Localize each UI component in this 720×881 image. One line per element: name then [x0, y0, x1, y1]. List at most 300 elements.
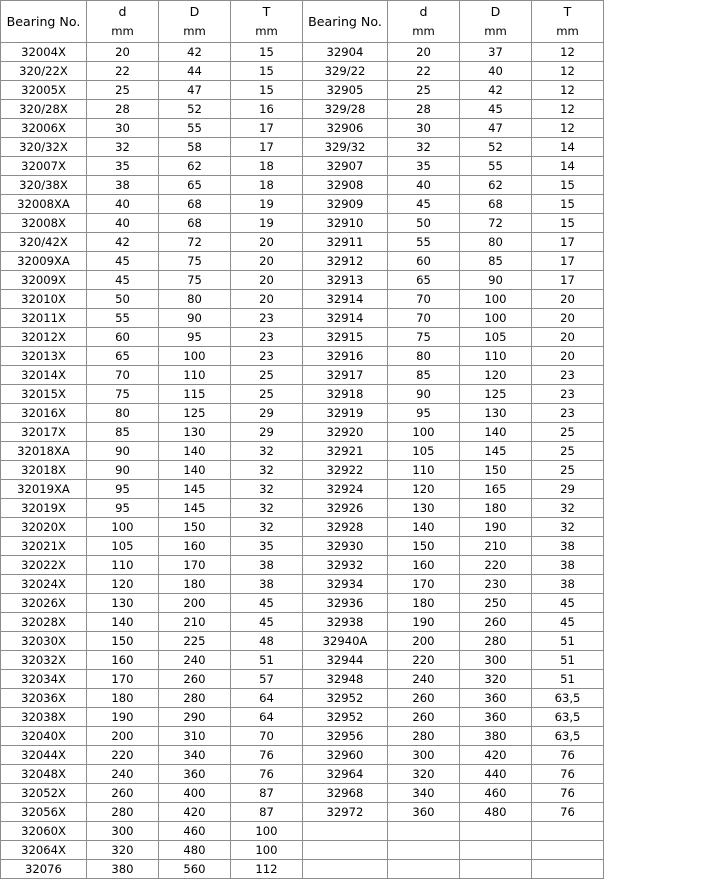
- left-D-value-cell: 280: [159, 689, 231, 708]
- left-bearing-no-cell: 32010X: [1, 290, 87, 309]
- right-bearing-no-cell: 32938: [303, 613, 388, 632]
- left-bearing-no-cell: 32022X: [1, 556, 87, 575]
- right-bearing-no-cell: 32934: [303, 575, 388, 594]
- right-D-value-cell: 360: [460, 689, 532, 708]
- table-row: [1, 176, 604, 195]
- left-bearing-no-cell: 32019X: [1, 499, 87, 518]
- left-T-value-cell: 32: [231, 480, 303, 499]
- left-D-value-cell: 68: [159, 214, 231, 233]
- right-bearing-no-cell: 32919: [303, 404, 388, 423]
- left-d-value-cell: 160: [87, 651, 159, 670]
- right-D-value-cell: 37: [460, 43, 532, 62]
- header-bearing-no-right: Bearing No.: [303, 1, 388, 43]
- left-T-value-cell: 15: [231, 43, 303, 62]
- header-D-symbol: D: [189, 4, 200, 19]
- right-d-value-cell: 240: [388, 670, 460, 689]
- left-bearing-no-cell: 32007X: [1, 157, 87, 176]
- left-D-value-cell: 290: [159, 708, 231, 727]
- right-d-value-cell: 100: [388, 423, 460, 442]
- right-d-value-cell: 35: [388, 157, 460, 176]
- left-bearing-no-cell: 32076: [1, 860, 87, 879]
- right-D-value-cell: 105: [460, 328, 532, 347]
- left-bearing-no-cell: 32006X: [1, 119, 87, 138]
- table-row: [1, 841, 604, 860]
- left-T-value-cell: 100: [231, 841, 303, 860]
- left-T-value-cell: 32: [231, 442, 303, 461]
- right-d-value-cell: 130: [388, 499, 460, 518]
- right-bearing-no-cell: 329/22: [303, 62, 388, 81]
- right-D-value-cell: 130: [460, 404, 532, 423]
- table-row: [1, 575, 604, 594]
- left-d-value-cell: 90: [87, 461, 159, 480]
- left-D-value-cell: 310: [159, 727, 231, 746]
- right-D-value-cell: 380: [460, 727, 532, 746]
- left-d-value-cell: 42: [87, 233, 159, 252]
- left-bearing-no-cell: 32017X: [1, 423, 87, 442]
- right-D-value-cell: [460, 841, 532, 860]
- right-T-value-cell: 17: [532, 271, 604, 290]
- left-T-value-cell: 17: [231, 138, 303, 157]
- right-T-value-cell: 15: [532, 214, 604, 233]
- left-bearing-no-cell: 32044X: [1, 746, 87, 765]
- right-d-value-cell: 60: [388, 252, 460, 271]
- right-T-value-cell: 12: [532, 62, 604, 81]
- left-T-value-cell: 38: [231, 575, 303, 594]
- right-bearing-no-cell: [303, 860, 388, 879]
- right-T-value-cell: 23: [532, 385, 604, 404]
- right-bearing-no-cell: 32908: [303, 176, 388, 195]
- right-D-value-cell: 100: [460, 309, 532, 328]
- right-D-value-cell: 280: [460, 632, 532, 651]
- left-T-value-cell: 23: [231, 328, 303, 347]
- right-d-value-cell: 200: [388, 632, 460, 651]
- right-d-value-cell: 40: [388, 176, 460, 195]
- left-bearing-no-cell: 32024X: [1, 575, 87, 594]
- right-d-value-cell: 70: [388, 290, 460, 309]
- right-d-value-cell: 150: [388, 537, 460, 556]
- right-D-value-cell: 72: [460, 214, 532, 233]
- left-D-value-cell: 360: [159, 765, 231, 784]
- left-bearing-no-cell: 320/28X: [1, 100, 87, 119]
- left-d-value-cell: 280: [87, 803, 159, 822]
- table-row: [1, 233, 604, 252]
- left-T-value-cell: 32: [231, 518, 303, 537]
- right-bearing-no-cell: 32956: [303, 727, 388, 746]
- left-d-value-cell: 320: [87, 841, 159, 860]
- left-D-value-cell: 210: [159, 613, 231, 632]
- right-T-value-cell: 51: [532, 632, 604, 651]
- right-bearing-no-cell: 32940A: [303, 632, 388, 651]
- right-bearing-no-cell: 32921: [303, 442, 388, 461]
- left-bearing-no-cell: 320/38X: [1, 176, 87, 195]
- right-bearing-no-cell: 32909: [303, 195, 388, 214]
- left-T-value-cell: 45: [231, 594, 303, 613]
- left-d-value-cell: 220: [87, 746, 159, 765]
- header-d-unit: mm: [111, 24, 134, 38]
- left-d-value-cell: 180: [87, 689, 159, 708]
- header-D-unit: mm: [484, 24, 507, 38]
- left-bearing-no-cell: 32013X: [1, 347, 87, 366]
- left-bearing-no-cell: 32052X: [1, 784, 87, 803]
- right-d-value-cell: 45: [388, 195, 460, 214]
- left-D-value-cell: 140: [159, 461, 231, 480]
- right-T-value-cell: 20: [532, 347, 604, 366]
- left-bearing-no-cell: 320/42X: [1, 233, 87, 252]
- table-row: [1, 81, 604, 100]
- left-D-value-cell: 110: [159, 366, 231, 385]
- right-d-value-cell: 75: [388, 328, 460, 347]
- right-D-value-cell: 250: [460, 594, 532, 613]
- left-T-value-cell: 57: [231, 670, 303, 689]
- left-T-value-cell: 87: [231, 803, 303, 822]
- right-d-value-cell: 320: [388, 765, 460, 784]
- right-bearing-no-cell: 329/28: [303, 100, 388, 119]
- right-D-value-cell: 220: [460, 556, 532, 575]
- right-D-value-cell: 52: [460, 138, 532, 157]
- right-d-value-cell: 95: [388, 404, 460, 423]
- right-T-value-cell: 23: [532, 404, 604, 423]
- table-row: [1, 556, 604, 575]
- table-row: [1, 290, 604, 309]
- right-bearing-no-cell: 32968: [303, 784, 388, 803]
- right-T-value-cell: 38: [532, 556, 604, 575]
- left-T-value-cell: 48: [231, 632, 303, 651]
- left-D-value-cell: 65: [159, 176, 231, 195]
- left-T-value-cell: 25: [231, 385, 303, 404]
- right-T-value-cell: 12: [532, 43, 604, 62]
- left-d-value-cell: 40: [87, 214, 159, 233]
- left-bearing-no-cell: 32018XA: [1, 442, 87, 461]
- left-bearing-no-cell: 32048X: [1, 765, 87, 784]
- left-bearing-no-cell: 32032X: [1, 651, 87, 670]
- left-D-value-cell: 55: [159, 119, 231, 138]
- left-D-value-cell: 150: [159, 518, 231, 537]
- right-bearing-no-cell: 32913: [303, 271, 388, 290]
- left-bearing-no-cell: 32009XA: [1, 252, 87, 271]
- table-row: [1, 366, 604, 385]
- right-T-value-cell: 17: [532, 233, 604, 252]
- right-D-value-cell: 100: [460, 290, 532, 309]
- left-bearing-no-cell: 32014X: [1, 366, 87, 385]
- right-D-value-cell: 300: [460, 651, 532, 670]
- left-bearing-no-cell: 32004X: [1, 43, 87, 62]
- header-d-right: [388, 1, 460, 43]
- table-row: [1, 594, 604, 613]
- left-D-value-cell: 75: [159, 271, 231, 290]
- left-D-value-cell: 560: [159, 860, 231, 879]
- left-bearing-no-cell: 32038X: [1, 708, 87, 727]
- right-T-value-cell: 20: [532, 290, 604, 309]
- left-d-value-cell: 140: [87, 613, 159, 632]
- left-T-value-cell: 18: [231, 176, 303, 195]
- right-bearing-no-cell: 32924: [303, 480, 388, 499]
- right-d-value-cell: 85: [388, 366, 460, 385]
- left-D-value-cell: 130: [159, 423, 231, 442]
- right-T-value-cell: 12: [532, 81, 604, 100]
- table-row: [1, 157, 604, 176]
- table-row: [1, 822, 604, 841]
- right-D-value-cell: 230: [460, 575, 532, 594]
- right-bearing-no-cell: 32960: [303, 746, 388, 765]
- left-D-value-cell: 72: [159, 233, 231, 252]
- left-bearing-no-cell: 32012X: [1, 328, 87, 347]
- right-T-value-cell: 63,5: [532, 727, 604, 746]
- left-D-value-cell: 140: [159, 442, 231, 461]
- left-d-value-cell: 25: [87, 81, 159, 100]
- left-D-value-cell: 115: [159, 385, 231, 404]
- left-bearing-no-cell: 320/22X: [1, 62, 87, 81]
- right-bearing-no-cell: 329/32: [303, 138, 388, 157]
- left-d-value-cell: 45: [87, 252, 159, 271]
- table-row: [1, 328, 604, 347]
- right-D-value-cell: 62: [460, 176, 532, 195]
- right-bearing-no-cell: 32944: [303, 651, 388, 670]
- left-d-value-cell: 105: [87, 537, 159, 556]
- header-T-unit: mm: [255, 24, 278, 38]
- left-D-value-cell: 145: [159, 480, 231, 499]
- table-row: [1, 62, 604, 81]
- left-d-value-cell: 110: [87, 556, 159, 575]
- right-T-value-cell: 63,5: [532, 708, 604, 727]
- left-T-value-cell: 15: [231, 81, 303, 100]
- left-D-value-cell: 80: [159, 290, 231, 309]
- left-D-value-cell: 480: [159, 841, 231, 860]
- table-row: [1, 214, 604, 233]
- right-T-value-cell: 15: [532, 195, 604, 214]
- right-T-value-cell: 25: [532, 423, 604, 442]
- left-T-value-cell: 32: [231, 461, 303, 480]
- right-bearing-no-cell: 32918: [303, 385, 388, 404]
- left-T-value-cell: 19: [231, 214, 303, 233]
- left-D-value-cell: 460: [159, 822, 231, 841]
- right-T-value-cell: 25: [532, 442, 604, 461]
- right-D-value-cell: 210: [460, 537, 532, 556]
- left-D-value-cell: 58: [159, 138, 231, 157]
- left-bearing-no-cell: 32064X: [1, 841, 87, 860]
- right-d-value-cell: 180: [388, 594, 460, 613]
- right-bearing-no-cell: 32912: [303, 252, 388, 271]
- right-T-value-cell: 63,5: [532, 689, 604, 708]
- left-D-value-cell: 52: [159, 100, 231, 119]
- right-T-value-cell: 14: [532, 157, 604, 176]
- right-d-value-cell: 22: [388, 62, 460, 81]
- left-d-value-cell: 120: [87, 575, 159, 594]
- header-row: [1, 1, 604, 43]
- left-T-value-cell: 29: [231, 423, 303, 442]
- right-d-value-cell: 65: [388, 271, 460, 290]
- left-T-value-cell: 45: [231, 613, 303, 632]
- left-T-value-cell: 19: [231, 195, 303, 214]
- header-T-right: [532, 1, 604, 43]
- table-row: [1, 708, 604, 727]
- right-T-value-cell: 45: [532, 594, 604, 613]
- table-row: [1, 670, 604, 689]
- left-T-value-cell: 64: [231, 708, 303, 727]
- left-d-value-cell: 300: [87, 822, 159, 841]
- left-d-value-cell: 30: [87, 119, 159, 138]
- right-bearing-no-cell: 32972: [303, 803, 388, 822]
- right-T-value-cell: 76: [532, 746, 604, 765]
- right-D-value-cell: [460, 822, 532, 841]
- table-row: [1, 461, 604, 480]
- right-bearing-no-cell: 32948: [303, 670, 388, 689]
- right-T-value-cell: 15: [532, 176, 604, 195]
- left-T-value-cell: 20: [231, 290, 303, 309]
- right-T-value-cell: 17: [532, 252, 604, 271]
- left-bearing-no-cell: 32034X: [1, 670, 87, 689]
- left-d-value-cell: 60: [87, 328, 159, 347]
- left-bearing-no-cell: 32026X: [1, 594, 87, 613]
- left-d-value-cell: 40: [87, 195, 159, 214]
- left-T-value-cell: 64: [231, 689, 303, 708]
- right-bearing-no-cell: 32926: [303, 499, 388, 518]
- left-d-value-cell: 200: [87, 727, 159, 746]
- table-body: [1, 43, 604, 879]
- left-d-value-cell: 380: [87, 860, 159, 879]
- right-D-value-cell: 80: [460, 233, 532, 252]
- table-row: [1, 347, 604, 366]
- left-d-value-cell: 35: [87, 157, 159, 176]
- right-d-value-cell: 300: [388, 746, 460, 765]
- right-d-value-cell: 260: [388, 689, 460, 708]
- table-row: [1, 309, 604, 328]
- left-d-value-cell: 95: [87, 499, 159, 518]
- header-T-symbol: T: [563, 4, 572, 19]
- left-T-value-cell: 23: [231, 309, 303, 328]
- table-row: [1, 727, 604, 746]
- left-d-value-cell: 70: [87, 366, 159, 385]
- left-d-value-cell: 260: [87, 784, 159, 803]
- left-T-value-cell: 16: [231, 100, 303, 119]
- right-D-value-cell: 460: [460, 784, 532, 803]
- left-D-value-cell: 42: [159, 43, 231, 62]
- right-T-value-cell: [532, 860, 604, 879]
- right-bearing-no-cell: 32916: [303, 347, 388, 366]
- header-T-unit: mm: [556, 24, 579, 38]
- left-bearing-no-cell: 32008X: [1, 214, 87, 233]
- table-row: [1, 480, 604, 499]
- left-D-value-cell: 62: [159, 157, 231, 176]
- table-row: [1, 100, 604, 119]
- right-d-value-cell: 120: [388, 480, 460, 499]
- right-D-value-cell: 45: [460, 100, 532, 119]
- right-D-value-cell: 85: [460, 252, 532, 271]
- right-T-value-cell: [532, 841, 604, 860]
- table-row: [1, 252, 604, 271]
- table-row: [1, 195, 604, 214]
- left-T-value-cell: 112: [231, 860, 303, 879]
- right-d-value-cell: 70: [388, 309, 460, 328]
- right-D-value-cell: 42: [460, 81, 532, 100]
- right-D-value-cell: 165: [460, 480, 532, 499]
- left-D-value-cell: 400: [159, 784, 231, 803]
- right-D-value-cell: 90: [460, 271, 532, 290]
- right-D-value-cell: 68: [460, 195, 532, 214]
- left-D-value-cell: 340: [159, 746, 231, 765]
- right-D-value-cell: 125: [460, 385, 532, 404]
- left-D-value-cell: 260: [159, 670, 231, 689]
- right-T-value-cell: 32: [532, 518, 604, 537]
- right-D-value-cell: 150: [460, 461, 532, 480]
- left-D-value-cell: 145: [159, 499, 231, 518]
- right-D-value-cell: 55: [460, 157, 532, 176]
- right-d-value-cell: 260: [388, 708, 460, 727]
- right-d-value-cell: 105: [388, 442, 460, 461]
- left-D-value-cell: 68: [159, 195, 231, 214]
- left-T-value-cell: 51: [231, 651, 303, 670]
- right-T-value-cell: 20: [532, 309, 604, 328]
- right-d-value-cell: 90: [388, 385, 460, 404]
- left-D-value-cell: 100: [159, 347, 231, 366]
- right-bearing-no-cell: 32930: [303, 537, 388, 556]
- right-bearing-no-cell: 32932: [303, 556, 388, 575]
- right-T-value-cell: 14: [532, 138, 604, 157]
- right-bearing-no-cell: 32904: [303, 43, 388, 62]
- right-D-value-cell: 120: [460, 366, 532, 385]
- left-T-value-cell: 18: [231, 157, 303, 176]
- right-T-value-cell: 23: [532, 366, 604, 385]
- left-T-value-cell: 23: [231, 347, 303, 366]
- right-T-value-cell: 76: [532, 803, 604, 822]
- left-d-value-cell: 85: [87, 423, 159, 442]
- right-D-value-cell: 145: [460, 442, 532, 461]
- left-d-value-cell: 150: [87, 632, 159, 651]
- table-row: [1, 442, 604, 461]
- right-d-value-cell: 340: [388, 784, 460, 803]
- header-D-unit: mm: [183, 24, 206, 38]
- left-d-value-cell: 55: [87, 309, 159, 328]
- right-d-value-cell: [388, 841, 460, 860]
- table-row: [1, 138, 604, 157]
- right-T-value-cell: 20: [532, 328, 604, 347]
- right-D-value-cell: 40: [460, 62, 532, 81]
- left-d-value-cell: 50: [87, 290, 159, 309]
- right-d-value-cell: 80: [388, 347, 460, 366]
- left-T-value-cell: 20: [231, 233, 303, 252]
- left-d-value-cell: 100: [87, 518, 159, 537]
- left-D-value-cell: 420: [159, 803, 231, 822]
- left-T-value-cell: 20: [231, 271, 303, 290]
- header-d-symbol: d: [118, 4, 127, 19]
- left-bearing-no-cell: 32060X: [1, 822, 87, 841]
- header-bearing-no-left: Bearing No.: [1, 1, 87, 43]
- left-d-value-cell: 22: [87, 62, 159, 81]
- right-T-value-cell: [532, 822, 604, 841]
- left-d-value-cell: 170: [87, 670, 159, 689]
- left-d-value-cell: 240: [87, 765, 159, 784]
- left-D-value-cell: 75: [159, 252, 231, 271]
- right-bearing-no-cell: 32922: [303, 461, 388, 480]
- right-T-value-cell: 76: [532, 765, 604, 784]
- left-T-value-cell: 15: [231, 62, 303, 81]
- left-T-value-cell: 100: [231, 822, 303, 841]
- right-bearing-no-cell: 32915: [303, 328, 388, 347]
- right-T-value-cell: 25: [532, 461, 604, 480]
- left-bearing-no-cell: 32056X: [1, 803, 87, 822]
- left-T-value-cell: 35: [231, 537, 303, 556]
- table-row: [1, 385, 604, 404]
- left-T-value-cell: 17: [231, 119, 303, 138]
- header-d-unit: mm: [412, 24, 435, 38]
- right-T-value-cell: 32: [532, 499, 604, 518]
- left-D-value-cell: 44: [159, 62, 231, 81]
- right-bearing-no-cell: 32928: [303, 518, 388, 537]
- right-d-value-cell: 360: [388, 803, 460, 822]
- right-D-value-cell: 260: [460, 613, 532, 632]
- left-bearing-no-cell: 32028X: [1, 613, 87, 632]
- left-T-value-cell: 76: [231, 746, 303, 765]
- header-T-symbol: T: [262, 4, 271, 19]
